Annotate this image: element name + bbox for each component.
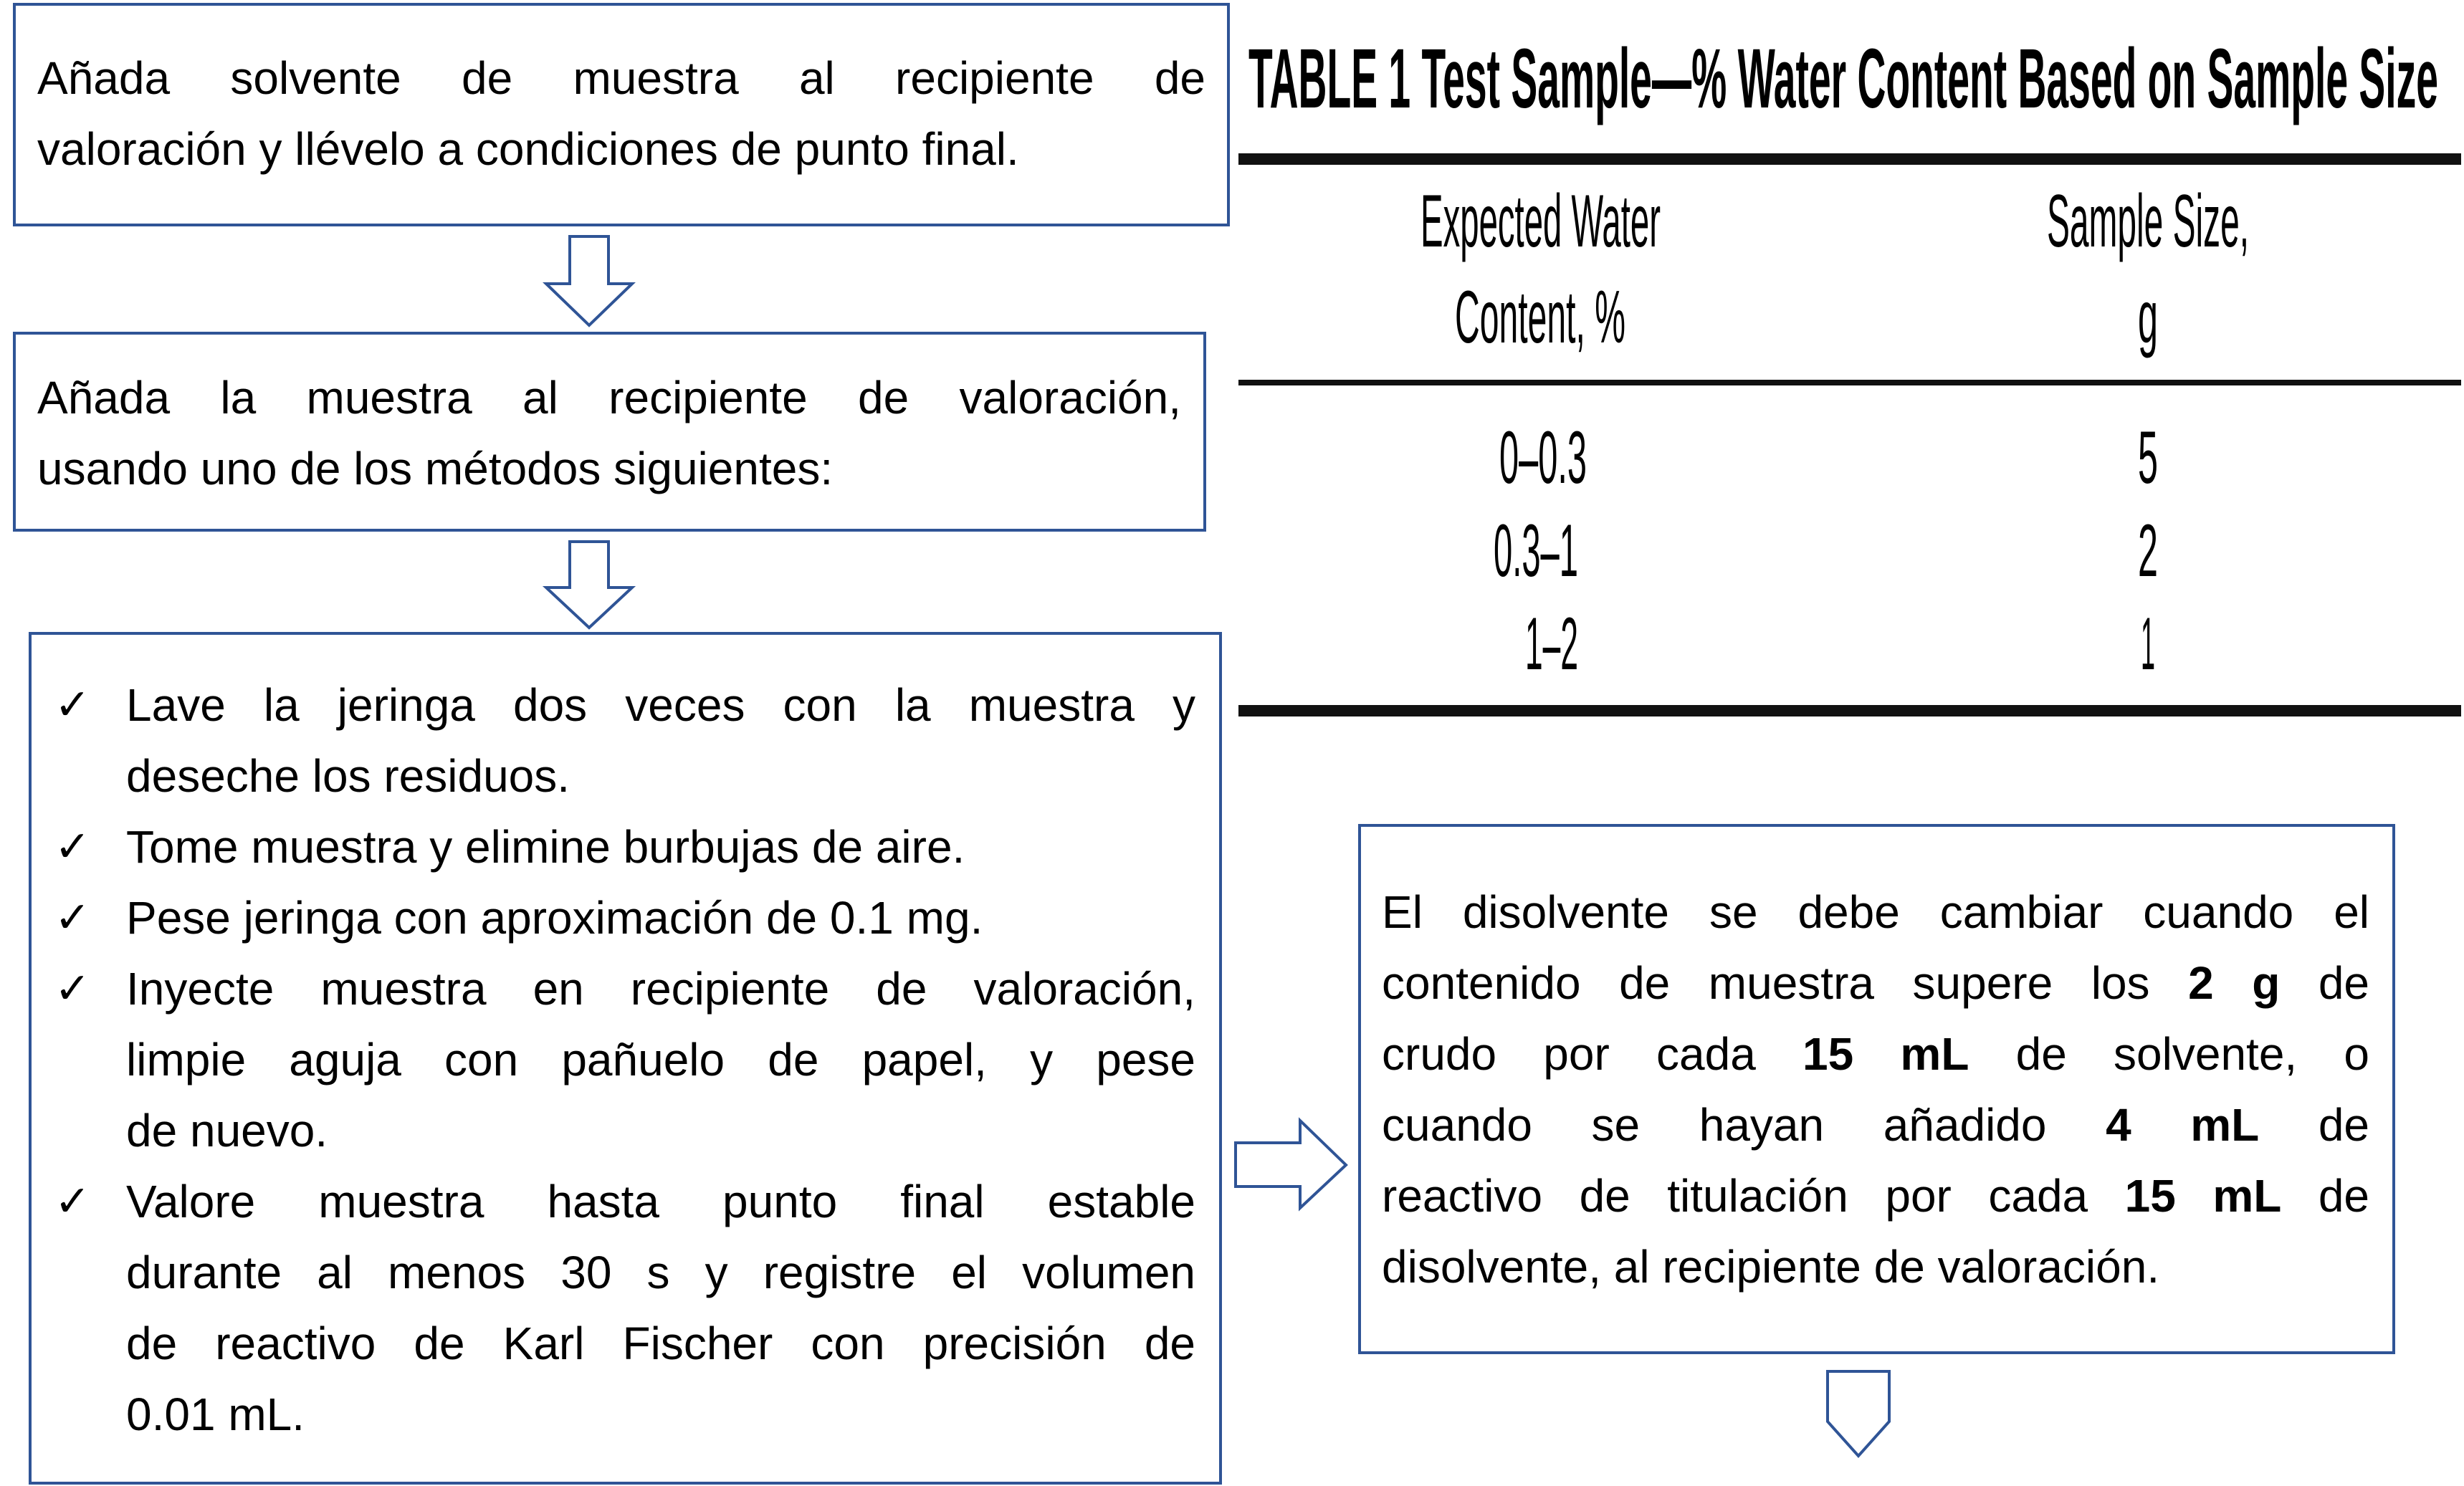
row-1-water: 0.3–1 [1494,509,1578,593]
step3-item-line: de nuevo. [126,1105,328,1156]
emphasis-value: 15 mL [2124,1170,2282,1222]
row-1-size: 2 [2138,509,2158,593]
header-expected-water-line1: Expected Water [1420,180,1661,263]
step3-item-line: deseche los residuos. [126,750,570,802]
text-segment: de solvente, o [1969,1028,2370,1080]
step2-text-line: Añada la muestra al recipiente de valoración, [37,372,1181,423]
text-segment: reactivo de titulación por cada [1382,1170,2125,1222]
step1-text-line: valoración y llévelo a condiciones de punto final. [37,123,1019,175]
header-expected-water-line2: Content, % [1455,276,1625,359]
step4-text-line [1382,1090,2369,1161]
text-segment: de [2281,1170,2370,1222]
step4-text-line [1382,948,2369,1019]
step4-text-line [1382,1019,2369,1090]
text-segment: disolvente, al recipiente de valoración. [1382,1241,2160,1293]
emphasis-value: 15 mL [1802,1028,1969,1080]
header-sample-size-line2: g [2138,276,2158,359]
check-icon: ✓ [54,893,91,943]
text-segment: de [2259,1099,2370,1151]
arrow-down-icon [545,540,634,631]
table-bottom-rule [1238,705,2461,716]
arrow-down-icon [545,235,634,328]
step3-item-line: Valore muestra hasta punto final estable [126,1176,1195,1227]
step3-item-line: de reactivo de Karl Fischer con precisión de [126,1318,1195,1369]
step4-text-line [1382,1161,2369,1232]
step3-item-line: Tome muestra y elimine burbujas de aire. [126,821,965,873]
header-sample-size-line1: Sample Size, [2047,180,2249,263]
row-2-water: 1–2 [1525,603,1578,686]
emphasis-value: 2 g [2188,957,2281,1009]
step4-text-line [1382,1232,2369,1303]
text-segment: El disolvente se debe cambiar cuando el [1382,886,2369,938]
text-segment: cuando se hayan añadido [1382,1099,2106,1151]
step3-item-line: 0.01 mL. [126,1389,305,1440]
table-header-rule [1238,380,2461,385]
check-icon: ✓ [54,680,91,730]
text-segment: de [2280,957,2370,1009]
text-segment: crudo por cada [1382,1028,1803,1080]
table-top-rule [1238,153,2461,165]
step4-text-line [1382,877,2369,948]
row-0-water: 0–0.3 [1499,416,1587,499]
step3-item-line: Inyecte muestra en recipiente de valoración, [126,963,1195,1015]
step3-item-line: Lave la jeringa dos veces con la muestra y [126,679,1195,731]
step3-item-line: durante al menos 30 s y registre el volumen [126,1247,1195,1298]
table-title: TABLE 1 Test Sample—% Water Content Based on Sample Size [1248,32,2438,126]
check-icon: ✓ [54,822,91,872]
row-2-size: 1 [2141,603,2155,686]
arrow-right-icon [1234,1119,1349,1211]
arrow-down-icon [1826,1370,1892,1459]
row-0-size: 5 [2138,416,2158,499]
check-icon: ✓ [54,1176,91,1227]
step2-text-line: usando uno de los métodos siguientes: [37,443,834,494]
step3-item-line: limpie aguja con pañuelo de papel, y pese [126,1034,1195,1085]
step3-item-line: Pese jeringa con aproximación de 0.1 mg. [126,892,983,944]
text-segment: contenido de muestra supere los [1382,957,2189,1009]
check-icon: ✓ [54,964,91,1014]
emphasis-value: 4 mL [2106,1099,2260,1151]
step1-text-line: Añada solvente de muestra al recipiente de [37,52,1205,104]
